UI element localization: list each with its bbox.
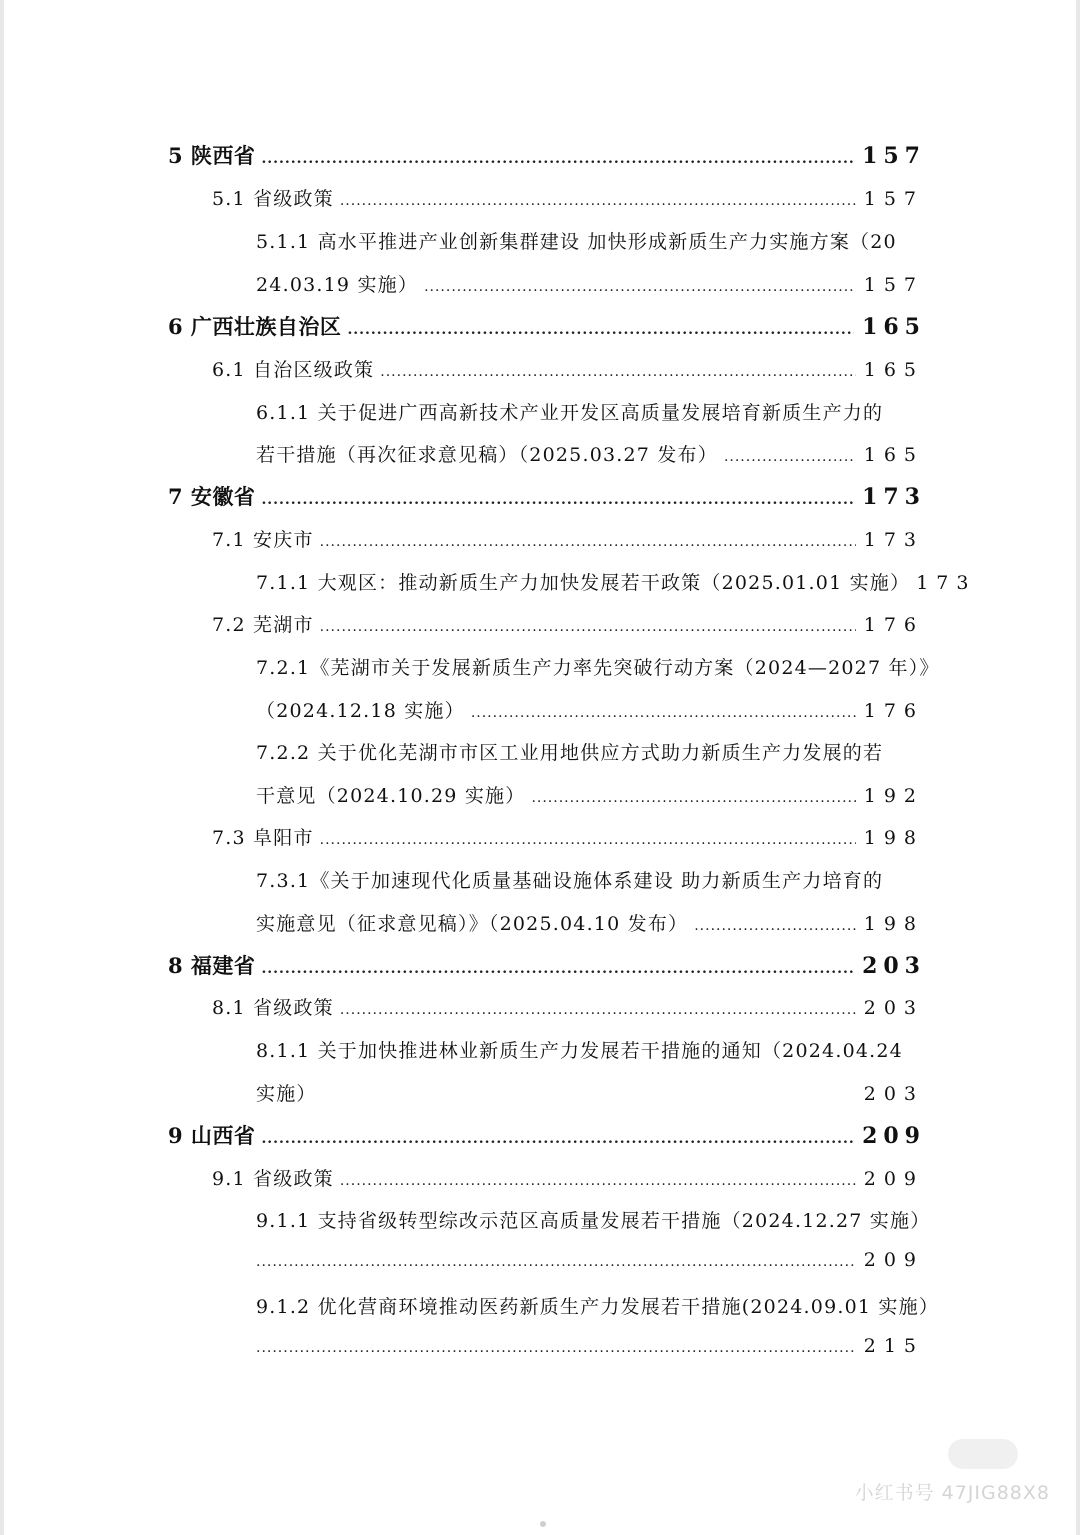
dot-leader bbox=[320, 619, 856, 635]
toc-heading-9[interactable] bbox=[168, 1120, 926, 1150]
dot-leader bbox=[261, 1131, 854, 1147]
toc-page-number: 209 bbox=[862, 1123, 926, 1149]
dot-leader bbox=[471, 705, 856, 721]
dot-leader bbox=[256, 1254, 856, 1270]
toc-entry-text: 7.2.2 关于优化芜湖市市区工业用地供应方式助力新质生产力发展的若 bbox=[256, 742, 884, 764]
toc-entry-9-1-1-cont[interactable] bbox=[256, 1249, 924, 1271]
toc-entry-text: 5 陕西省 bbox=[168, 143, 256, 168]
toc-entry-9-1-2-cont[interactable] bbox=[256, 1335, 924, 1357]
toc-entry-7-1-1[interactable] bbox=[256, 568, 976, 595]
toc-entry-text: 24.03.19 实施） bbox=[256, 274, 419, 296]
toc-entry-7-3[interactable] bbox=[212, 823, 924, 850]
toc-entry-7-3-1-cont[interactable] bbox=[256, 909, 924, 936]
toc-page-number: 176 bbox=[863, 700, 924, 722]
dot-leader bbox=[340, 1002, 856, 1018]
toc-entry-7-2-1-cont[interactable] bbox=[256, 696, 924, 723]
toc-page-number: 209 bbox=[863, 1168, 924, 1190]
dot-leader bbox=[256, 1340, 856, 1356]
toc-entry-7-3-1[interactable] bbox=[256, 866, 936, 893]
toc-page-number: 173 bbox=[862, 484, 926, 510]
toc-page-number: 198 bbox=[863, 913, 924, 935]
toc-entry-9-1-1[interactable] bbox=[256, 1206, 936, 1233]
toc-page-number: 173 bbox=[863, 529, 924, 551]
toc-heading-7[interactable] bbox=[168, 481, 926, 511]
dot-leader bbox=[261, 151, 854, 167]
dot-leader bbox=[531, 790, 855, 806]
toc-entry-6-1[interactable] bbox=[212, 355, 924, 382]
toc-entry-text: 5.1 省级政策 bbox=[212, 188, 334, 210]
toc-page-number: 203 bbox=[863, 997, 924, 1019]
toc-page-number: 165 bbox=[863, 359, 924, 381]
toc-page-number: 157 bbox=[862, 143, 926, 169]
toc-entry-text: 5.1.1 高水平推进产业创新集群建设 加快形成新质生产力实施方案（20 bbox=[256, 231, 897, 253]
toc-entry-text: 8.1 省级政策 bbox=[212, 997, 334, 1019]
toc-page-number: 176 bbox=[863, 614, 924, 636]
toc-entry-6-1-1[interactable] bbox=[256, 398, 936, 425]
toc-entry-7-1[interactable] bbox=[212, 525, 924, 552]
dot-leader bbox=[380, 364, 855, 380]
toc-entry-6-1-1-cont[interactable] bbox=[256, 440, 924, 467]
toc-entry-5-1[interactable] bbox=[212, 184, 924, 211]
toc-entry-5-1-1[interactable] bbox=[256, 227, 936, 254]
dot-leader bbox=[724, 449, 856, 465]
page-indicator-dot bbox=[540, 1521, 546, 1527]
toc-entry-text: 实施意见（征求意见稿）》（2025.04.10 发布） bbox=[256, 913, 689, 935]
watermark-text: 小红书号 47JIG88X8 bbox=[854, 1482, 1050, 1504]
toc-entry-text: 9.1.2 优化营商环境推动医药新质生产力发展若干措施(2024.09.01 实施） bbox=[256, 1296, 940, 1318]
dot-leader bbox=[424, 279, 856, 295]
toc-entry-text: 8.1.1 关于加快推进林业新质生产力发展若干措施的通知（2024.04.24 bbox=[256, 1040, 903, 1062]
toc-page-number: 165 bbox=[862, 314, 926, 340]
toc-entry-text: 7.1 安庆市 bbox=[212, 529, 314, 551]
toc-entry-8-1-1[interactable] bbox=[256, 1036, 936, 1063]
toc-entry-9-1[interactable] bbox=[212, 1164, 924, 1191]
toc-heading-6[interactable] bbox=[168, 311, 926, 341]
toc-page-number: 198 bbox=[863, 827, 924, 849]
toc-heading-5[interactable] bbox=[168, 140, 926, 170]
toc-entry-7-2[interactable] bbox=[212, 610, 924, 637]
page-left-edge bbox=[0, 0, 4, 1535]
toc-entry-text: 7.2 芜湖市 bbox=[212, 614, 314, 636]
toc-entry-5-1-1-cont[interactable] bbox=[256, 270, 924, 297]
toc-entry-7-2-2[interactable] bbox=[256, 738, 936, 765]
dot-leader bbox=[340, 193, 856, 209]
toc-entry-text: 8 福建省 bbox=[168, 953, 256, 978]
toc-entry-text: 6.1.1 关于促进广西高新技术产业开发区高质量发展培育新质生产力的 bbox=[256, 402, 884, 424]
toc-entry-8-1-1-cont[interactable] bbox=[256, 1079, 924, 1106]
dot-leader bbox=[694, 918, 856, 934]
toc-entry-text: 6 广西壮族自治区 bbox=[168, 314, 342, 339]
toc-page-number: 215 bbox=[863, 1335, 924, 1357]
toc-entry-7-2-2-cont[interactable] bbox=[256, 781, 924, 808]
watermark-logo bbox=[948, 1439, 1018, 1469]
toc-page-number: 165 bbox=[863, 444, 924, 466]
toc-page-number: 157 bbox=[863, 188, 924, 210]
dot-leader bbox=[261, 961, 854, 977]
toc-entry-9-1-2[interactable] bbox=[256, 1292, 940, 1319]
dot-leader bbox=[261, 492, 854, 508]
toc-entry-text: 实施） bbox=[256, 1083, 317, 1105]
toc-entry-text: 7.3.1《关于加速现代化质量基础设施体系建设 助力新质生产力培育的 bbox=[256, 870, 884, 892]
toc-entry-text: 7.3 阜阳市 bbox=[212, 827, 314, 849]
toc-entry-text: 9.1 省级政策 bbox=[212, 1168, 334, 1190]
toc-page-number: 203 bbox=[862, 953, 926, 979]
toc-entry-text: 若干措施（再次征求意见稿）（2025.03.27 发布） bbox=[256, 444, 718, 466]
toc-entry-text: 7.1.1 大观区：推动新质生产力加快发展若干政策（2025.01.01 实施） bbox=[256, 572, 911, 594]
dot-leader bbox=[320, 534, 856, 550]
toc-entry-text: 9.1.1 支持省级转型综改示范区高质量发展若干措施（2024.12.27 实施） bbox=[256, 1210, 931, 1232]
toc-heading-8[interactable] bbox=[168, 950, 926, 980]
toc-entry-text: 6.1 自治区级政策 bbox=[212, 359, 375, 381]
toc-page-number: 209 bbox=[863, 1249, 924, 1271]
dot-leader bbox=[340, 1173, 856, 1189]
toc-entry-text: 9 山西省 bbox=[168, 1123, 256, 1148]
toc-entry-text: 7.2.1《芜湖市关于发展新质生产力率先突破行动方案（2024—2027 年）》 bbox=[256, 657, 940, 679]
toc-page-number: 203 bbox=[863, 1083, 924, 1105]
toc-page-number: 192 bbox=[863, 785, 924, 807]
toc-entry-7-2-1[interactable] bbox=[256, 653, 940, 680]
dot-leader bbox=[320, 832, 856, 848]
toc-entry-text: 干意见（2024.10.29 实施） bbox=[256, 785, 526, 807]
toc-entry-text: 7 安徽省 bbox=[168, 484, 256, 509]
page-right-edge bbox=[1076, 0, 1080, 1535]
toc-page-number: 173 bbox=[916, 572, 977, 594]
toc-page-number: 157 bbox=[863, 274, 924, 296]
toc-entry-8-1[interactable] bbox=[212, 993, 924, 1020]
dot-leader bbox=[347, 322, 854, 338]
toc-entry-text: （2024.12.18 实施） bbox=[256, 700, 465, 722]
